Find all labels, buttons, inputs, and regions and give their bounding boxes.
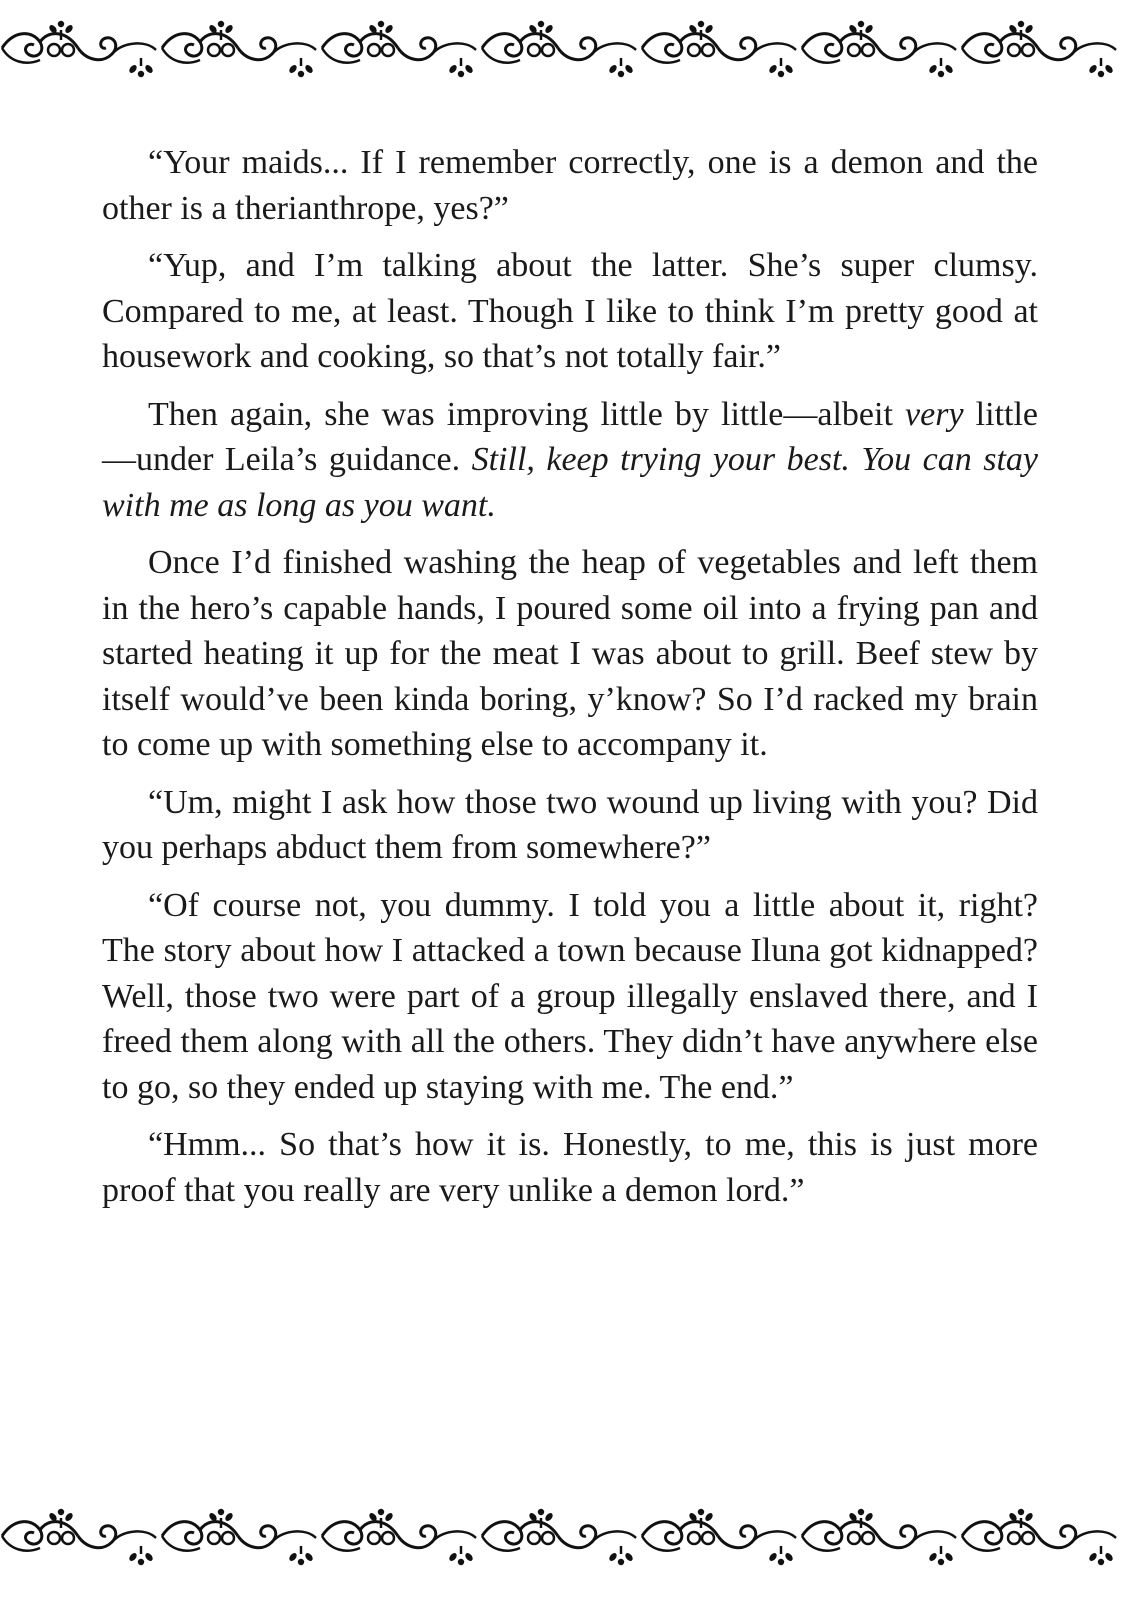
text-segment: “Yup, and I’m talking about the latter. She’s super clumsy. Compared to me, at least. Though I like to think I’m pretty good at housework and cooking, so that’s not totally fair.”: [102, 247, 1038, 375]
paragraph: [102, 1122, 1038, 1213]
paragraph: [102, 780, 1038, 871]
filigree-border-icon: [0, 1500, 1126, 1570]
text-segment: “Your maids... If I remember correctly, one is a demon and the other is a therianthrope, yes?”: [102, 144, 1038, 227]
page-body-text: [102, 140, 1038, 1213]
text-segment: “Of course not, you dummy. I told you a little about it, right? The story about how I attacked a town because Iluna got kidnapped? Well, those two were part of a group illegally enslaved there, and I freed them along with all the others. They didn’t have anywhere else to go, so they ended up staying with me. The end.”: [102, 886, 1038, 1106]
text-segment: “Hmm... So that’s how it is. Honestly, to me, this is just more proof that you really are very unlike a demon lord.”: [102, 1126, 1038, 1209]
text-segment: little—under Leila’s guidance.: [102, 395, 1038, 478]
text-segment: “Um, might I ask how those two wound up living with you? Did you perhaps abduct them from somewhere?”: [102, 783, 1038, 866]
italic-text-segment: very: [905, 395, 964, 433]
paragraph: [102, 392, 1038, 529]
text-segment: Once I’d finished washing the heap of vegetables and left them in the hero’s capable hands, I poured some oil into a frying pan and started heating it up for the meat I was about to grill. Beef stew by itself would’ve been kinda boring, y’know? So I’d racked my brain to come up with something else to accompany it.: [102, 544, 1038, 763]
bottom-ornamental-border: [0, 1500, 1126, 1570]
paragraph: [102, 540, 1038, 768]
top-ornamental-border: [0, 12, 1126, 82]
paragraph: [102, 140, 1038, 231]
filigree-border-icon: [0, 12, 1126, 82]
italic-text-segment: Still, keep trying your best. You can stay with me as long as you want.: [102, 441, 1038, 524]
text-segment: Then again, she was improving little by little—albeit: [148, 395, 906, 433]
paragraph: [102, 243, 1038, 380]
paragraph: [102, 883, 1038, 1111]
